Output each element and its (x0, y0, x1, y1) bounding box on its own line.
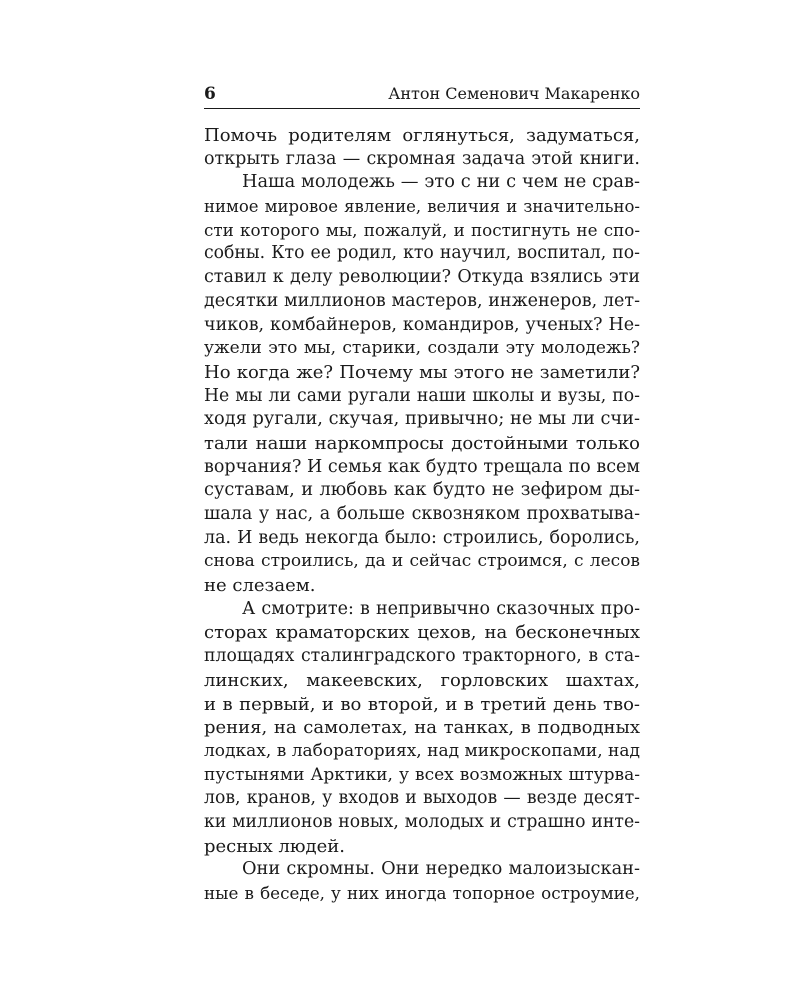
text-line: Помочь родителям оглянуться, задуматься, (204, 125, 640, 146)
text-line: сти которого мы, пожалуй, и постигнуть не спо- (204, 219, 640, 240)
text-line: площадях сталинградского тракторного, в ста- (204, 646, 640, 667)
paragraph-end-line: не слезаем. (204, 575, 316, 597)
running-title: Антон Семенович Макаренко (388, 84, 640, 103)
text-line: Не мы ли сами ругали наши школы и вузы, по- (204, 385, 640, 406)
text-line: ки миллионов новых, молодых и страшно инте- (204, 811, 640, 832)
text-line: открыть глаза — скромная задача этой книги. (204, 148, 640, 169)
text-line: ные в беседе, у них иногда топорное остроумие, (204, 883, 640, 903)
paragraph-end-line: ресных людей. (204, 835, 346, 857)
text-line: лодках, в лабораториях, над микроскопами, над (204, 740, 640, 761)
body-text (204, 124, 640, 906)
text-line: ходя ругали, скучая, привычно; не мы ли счи- (204, 409, 640, 430)
text-line: ворчания? И семья как будто трещала по всем (204, 456, 640, 477)
paragraph-start-line: Они скромны. Они нередко малоизыскан- (242, 859, 640, 880)
page-header (204, 84, 640, 108)
text-line: собны. Кто ее родил, кто научил, воспитал, по- (204, 243, 640, 264)
header-rule (204, 108, 640, 109)
paragraph-start-line: Наша молодежь — это с ни с чем не срав- (242, 172, 640, 193)
text-line: ставил к делу революции? Откуда взялись эти (204, 267, 640, 288)
text-line: ужели это мы, старики, создали эту молодежь? (204, 338, 640, 359)
text-line: линских, макеевских, горловских шахтах, (204, 669, 640, 691)
text-line: пустынями Арктики, у всех возможных штурва- (204, 764, 640, 785)
text-line: снова строились, да и сейчас строимся, с лесов (204, 551, 640, 572)
page-number: 6 (204, 84, 216, 104)
text-line: рения, на самолетах, на танках, в подводных (204, 717, 640, 739)
text-line: и в первый, и во второй, и в третий день тво- (204, 693, 640, 715)
text-line: Но когда же? Почему мы этого не заметили? (204, 361, 640, 383)
paragraph-start-line: А смотрите: в непривычно сказочных про- (242, 598, 640, 619)
text-line: чиков, комбайнеров, командиров, ученых? Не- (204, 314, 640, 335)
text-line: тали наши наркомпросы достойными только (204, 432, 640, 454)
text-line: нимое мировое явление, величия и значительно- (204, 197, 640, 217)
text-line: лов, кранов, у входов и выходов — везде десят- (204, 788, 640, 809)
text-line: ла. И ведь некогда было: строились, боролись, (204, 527, 640, 548)
text-line: шала у нас, а больше сквозняком прохватыва- (204, 504, 640, 524)
text-line: суставам, и любовь как будто не зефиром ды- (204, 480, 640, 501)
text-line: сторах краматорских цехов, на бесконечных (204, 622, 640, 644)
text-line: десятки миллионов мастеров, инженеров, лет- (204, 290, 640, 311)
